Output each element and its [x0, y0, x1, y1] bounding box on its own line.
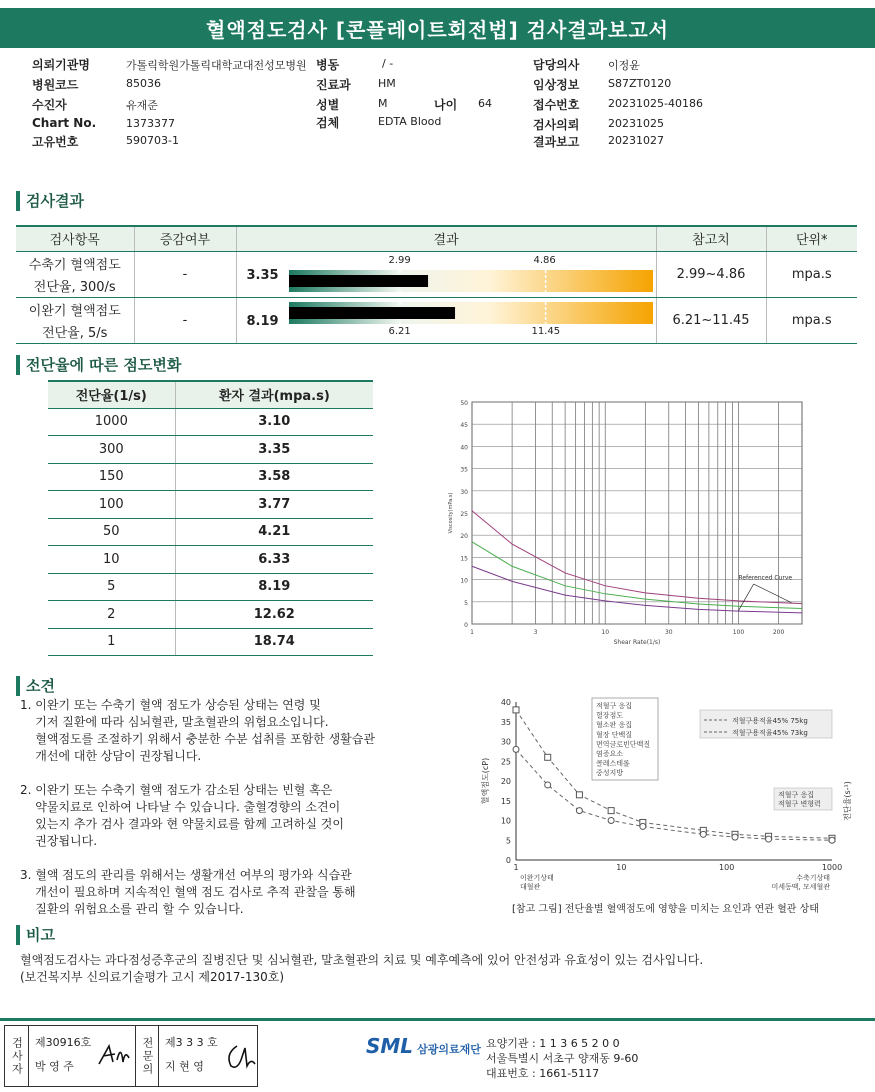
table-row: [16, 297, 857, 343]
factor-label: 염증요소: [596, 750, 624, 758]
result-cell: [236, 297, 656, 343]
x-right-label: 수축기상태: [796, 874, 830, 882]
shear-rate-cell: 1000: [48, 408, 175, 436]
x-tick-label: 3: [533, 629, 538, 636]
x-axis-label: Shear Rate(1/s): [613, 639, 661, 646]
y-tick-label: 0: [505, 856, 511, 865]
table-row: [48, 518, 373, 546]
hospital-code-value: 85036: [126, 77, 161, 90]
specimen-label: 검체: [316, 116, 340, 130]
report-date-label: 결과보고: [533, 135, 580, 149]
factor-label: 혈장 단백질: [596, 730, 633, 739]
shear-rate-cell: 300: [48, 436, 175, 464]
col-unit: 단위*: [766, 226, 857, 251]
opinion-note: 3. 혈액 점도의 관리를 위해서는 생활개선 여부의 평가와 식습관 개선이 필요하며 지속적인 혈액 점도 검사로 추적 관찰을 통해 질환의 위험요소를 관리 할 수 있습니다.: [20, 868, 356, 916]
confirmer-label: 전문의: [135, 1026, 159, 1086]
results-section-title: 검사결과: [16, 190, 84, 211]
doctor-label: 담당의사: [533, 58, 580, 72]
remarks-section-title: 비고: [16, 924, 55, 945]
examiner-no: 제30916호: [35, 1036, 92, 1049]
x-right-sub-label: 미세동맥, 모세혈관: [771, 883, 830, 891]
patient-value-cell: 6.33: [175, 546, 373, 574]
x-tick-label: 200: [772, 629, 785, 636]
ward-label: 병동: [316, 58, 340, 72]
legend-label: 적혈구용적율45% 73kg: [732, 729, 808, 737]
ward-value: / -: [382, 57, 394, 70]
table-row: [48, 546, 373, 574]
data-point: [829, 837, 835, 843]
factor-label: 적혈구 응집: [596, 702, 633, 710]
hospital-code-label: 병원코드: [32, 78, 79, 92]
logo-mark: SML: [366, 1034, 414, 1058]
opinion-note: 1. 이완기 또는 수축기 혈액 점도가 상승된 상태는 연령 및 기저 질환에 따라 심뇌혈관, 말초혈관의 위험요소입니다. 혈액점도를 조절하기 위해서 충분한 수분 섭취를 포함한 생활습관 개선에 대한 상담이 권장됩니다.: [20, 698, 375, 763]
data-point: [576, 792, 582, 798]
y-tick-label: 30: [460, 488, 468, 496]
institution-value: 가톨릭학원가톨릭대학교대전성모병원: [126, 59, 307, 72]
item-cell: 이완기 혈액점도 전단율, 5/s: [16, 297, 134, 343]
org-info: [486, 1036, 638, 1081]
result-gauge: [289, 302, 653, 324]
y-tick-label: 40: [500, 698, 511, 707]
footer-divider: [0, 1018, 875, 1021]
opinion-notes: [20, 697, 460, 918]
org-logo: [366, 1034, 481, 1058]
y-tick-label: 30: [500, 737, 511, 747]
shear-rate-cell: 5: [48, 573, 175, 601]
chart-no-value: 1373377: [126, 117, 175, 130]
age-value: 64: [478, 97, 492, 110]
shear-section-title: 전단율에 따른 점도변화: [16, 354, 181, 375]
receipt-value: 20231025-40186: [608, 97, 703, 110]
y-tick-label: 40: [460, 444, 468, 452]
patient-value-cell: 3.77: [175, 491, 373, 519]
y-tick-label: 25: [500, 757, 511, 767]
x-tick-label: 100: [732, 629, 745, 636]
data-point: [766, 836, 772, 842]
clinical-label: 임상정보: [533, 78, 580, 92]
doctor-value: 이정윤: [608, 59, 640, 72]
result-value: 8.19: [246, 313, 279, 329]
x-tick-label: 30: [664, 629, 673, 636]
data-point: [513, 707, 519, 713]
y-tick-label: 35: [500, 717, 511, 727]
table-row: [48, 408, 373, 436]
recipient-value: 유재준: [126, 99, 158, 112]
confirmer-name: 지 현 영: [165, 1060, 204, 1073]
data-point: [545, 782, 551, 788]
result-cell: [236, 251, 656, 297]
receipt-label: 접수번호: [533, 98, 580, 112]
results-table: [16, 225, 857, 344]
table-row: [48, 463, 373, 491]
table-row: [48, 573, 373, 601]
factors-box: [592, 698, 658, 780]
factor-label: 적혈구 변형력: [778, 800, 821, 808]
shear-rate-cell: 1: [48, 628, 175, 656]
data-point: [640, 823, 646, 829]
remarks-line2: (보건복지부 신의료기술평가 고시 제2017-130호): [20, 970, 285, 984]
institution-label: 의뢰기관명: [32, 58, 90, 72]
unique-value: 590703-1: [126, 134, 179, 147]
ref-high-label: 11.45: [531, 325, 561, 337]
specimen-value: EDTA Blood: [378, 115, 442, 128]
examiner-name: 박 영 주: [35, 1060, 74, 1073]
result-value: 3.35: [246, 267, 279, 283]
x-tick-label: 10: [616, 863, 627, 872]
x-tick-label: 10: [601, 629, 610, 636]
result-bar: [289, 275, 428, 287]
x-tick-label: 100: [719, 863, 735, 872]
factor-label: 콜레스테롤: [596, 759, 630, 768]
data-point: [700, 831, 706, 837]
ref-low-label: 6.21: [388, 325, 411, 337]
unit-cell: mpa.s: [766, 297, 857, 343]
unit-cell: mpa.s: [766, 251, 857, 297]
signature-box: [4, 1025, 258, 1087]
reference-chart: [478, 690, 858, 900]
x-left-sub-label: 대혈관: [520, 883, 541, 891]
shear-rate-cell: 50: [48, 518, 175, 546]
col-change: 증감여부: [134, 226, 236, 251]
x-tick-label: 1: [470, 629, 474, 636]
data-point: [732, 834, 738, 840]
x-tick-label: 1000: [821, 863, 843, 872]
col-item: 검사항목: [16, 226, 134, 251]
shear-rate-cell: 100: [48, 491, 175, 519]
remarks-line1: 혈액점도검사는 과다점성증후군의 질병진단 및 심뇌혈관, 말초혈관의 치료 및 예후예측에 있어 안전성과 유효성이 있는 검사입니다.: [20, 953, 704, 967]
y-tick-label: 45: [460, 422, 468, 430]
table-row: [48, 436, 373, 464]
y-tick-label: 5: [505, 836, 511, 846]
phone: 대표번호 : 1661-5117: [486, 1067, 600, 1080]
change-cell: -: [134, 251, 236, 297]
dept-value: HM: [378, 77, 396, 90]
dept-label: 진료과: [316, 78, 351, 92]
recipient-label: 수진자: [32, 98, 67, 112]
table-row: [48, 628, 373, 656]
y-tick-label: 50: [460, 400, 468, 407]
patient-value-cell: 4.21: [175, 518, 373, 546]
examiner-signature: [95, 1040, 133, 1070]
examiner-label: 검사자: [5, 1026, 29, 1086]
shear-rate-cell: 2: [48, 601, 175, 629]
shear-rate-cell: 10: [48, 546, 175, 574]
factor-label: 중성지방: [596, 769, 624, 778]
result-gauge: [289, 270, 653, 292]
table-row: [48, 601, 373, 629]
shear-table: [48, 380, 373, 656]
result-bar: [289, 307, 455, 319]
data-point: [513, 746, 519, 752]
y-tick-label: 25: [460, 511, 468, 518]
patient-value-cell: 12.62: [175, 601, 373, 629]
reference-caption: [참고 그림] 전단율별 혈액점도에 영향을 미치는 요인과 연관 혈관 상태: [512, 904, 819, 915]
col-result: 결과: [236, 226, 656, 251]
patient-value-cell: 8.19: [175, 573, 373, 601]
opinion-note: 2. 이완기 또는 수축기 혈액 점도가 감소된 상태는 빈혈 혹은 약물치료로 인하여 나타날 수 있습니다. 출혈경향의 소견이 있는지 추가 검사 결과와 현 약물치료를 함께 고려하실 것이 권장됩니다.: [20, 783, 344, 848]
sex-value: M: [378, 97, 388, 110]
col-shear-rate: 전단율(1/s): [48, 381, 175, 408]
chart-no-label: Chart No.: [32, 116, 97, 130]
change-cell: -: [134, 297, 236, 343]
annotation-label: Referenced Curve: [738, 574, 793, 582]
y-axis-right-label: 전단율(s-¹): [843, 781, 852, 821]
factor-label: 면역글로빈단백질: [596, 740, 651, 749]
unique-label: 고유번호: [32, 135, 79, 149]
viscosity-chart: [440, 392, 810, 654]
report-date-value: 20231027: [608, 134, 664, 147]
sex-label: 성별: [316, 98, 340, 112]
y-tick-label: 20: [500, 777, 511, 786]
data-point: [608, 818, 614, 824]
y-tick-label: 20: [460, 533, 468, 541]
x-left-label: 이완기상태: [520, 874, 554, 882]
y-axis-label: Viscosity(mPa.s): [448, 492, 454, 534]
table-row: [16, 251, 857, 297]
data-point: [576, 808, 582, 814]
factor-label: 혈장점도: [596, 711, 624, 720]
y-tick-label: 15: [500, 796, 511, 806]
col-reference: 참고치: [656, 226, 766, 251]
y-tick-label: 0: [464, 622, 468, 629]
opinion-section-title: 소견: [16, 675, 55, 696]
y-axis-label: 혈액점도(cP): [481, 757, 490, 805]
org-name: 삼광의료재단: [417, 1043, 481, 1056]
confirmer-no: 제3 3 3 호: [165, 1036, 218, 1049]
y-tick-label: 10: [500, 816, 511, 826]
address: 서울특별시 서초구 양재동 9-60: [486, 1052, 639, 1065]
report-title: 혈액점도검사 [콘플레이트회전법] 검사결과보고서: [0, 8, 875, 48]
patient-value-cell: 18.74: [175, 628, 373, 656]
request-value: 20231025: [608, 117, 664, 130]
reference-cell: 2.99~4.86: [656, 251, 766, 297]
confirmer-signature: [223, 1040, 257, 1072]
factor-label: 혈소판 응집: [596, 721, 633, 730]
y-tick-label: 5: [464, 599, 468, 607]
clinical-value: S87ZT0120: [608, 77, 672, 90]
ref-low-label: 2.99: [388, 254, 411, 266]
legend-label: 적혈구용적율45% 75kg: [732, 717, 808, 725]
care-id: 요양기관 : 1 1 3 6 5 2 0 0: [486, 1037, 620, 1050]
shear-rate-cell: 150: [48, 463, 175, 491]
col-patient-result: 환자 결과(mpa.s): [175, 381, 373, 408]
data-point: [545, 754, 551, 760]
y-tick-label: 15: [460, 555, 468, 563]
x-tick-label: 1: [513, 863, 519, 872]
request-label: 검사의뢰: [533, 118, 580, 132]
age-label: 나이: [434, 98, 458, 112]
patient-value-cell: 3.10: [175, 408, 373, 436]
patient-value-cell: 3.35: [175, 436, 373, 464]
item-cell: 수축기 혈액점도 전단율, 300/s: [16, 251, 134, 297]
factor-label: 적혈구 응집: [778, 791, 815, 799]
y-tick-label: 10: [460, 577, 468, 585]
y-tick-label: 35: [460, 466, 468, 474]
reference-cell: 6.21~11.45: [656, 297, 766, 343]
patient-value-cell: 3.58: [175, 463, 373, 491]
data-point: [608, 808, 614, 814]
ref-high-label: 4.86: [533, 254, 556, 266]
table-row: [48, 491, 373, 519]
